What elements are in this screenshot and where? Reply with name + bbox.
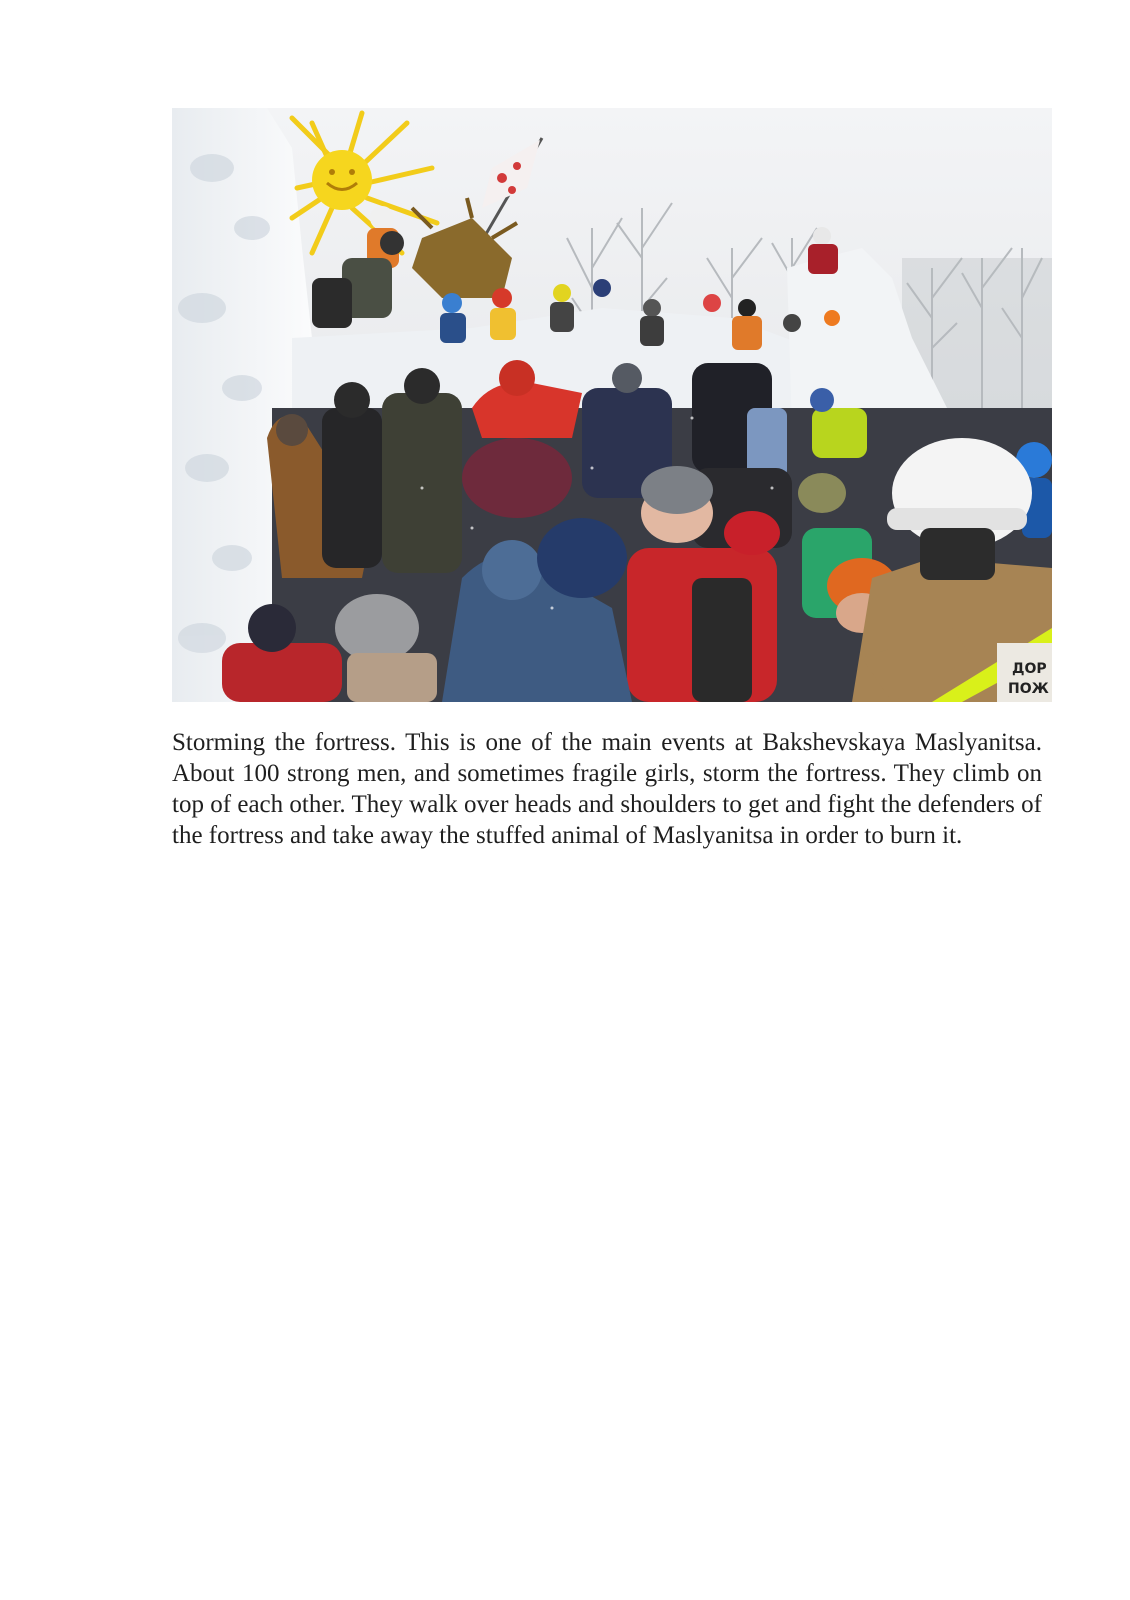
photo-caption: Storming the fortress. This is one of the main events at Bakshevskaya Maslyanitsa. About 100 strong men, and sometimes fragile girls, storm the fortress. They climb on top of each other. They walk over heads and shoulders to get and fight the defenders of the fortress and take away the stuffed animal of Maslyanitsa in order to burn it. xyxy=(172,729,1042,849)
helmet-text-line-2: ПОЖ xyxy=(1008,681,1049,697)
photo-illustration xyxy=(172,108,1052,702)
fortress-storming-photo xyxy=(172,108,1052,702)
helmet-text-line-1: ДОР xyxy=(1012,661,1047,677)
